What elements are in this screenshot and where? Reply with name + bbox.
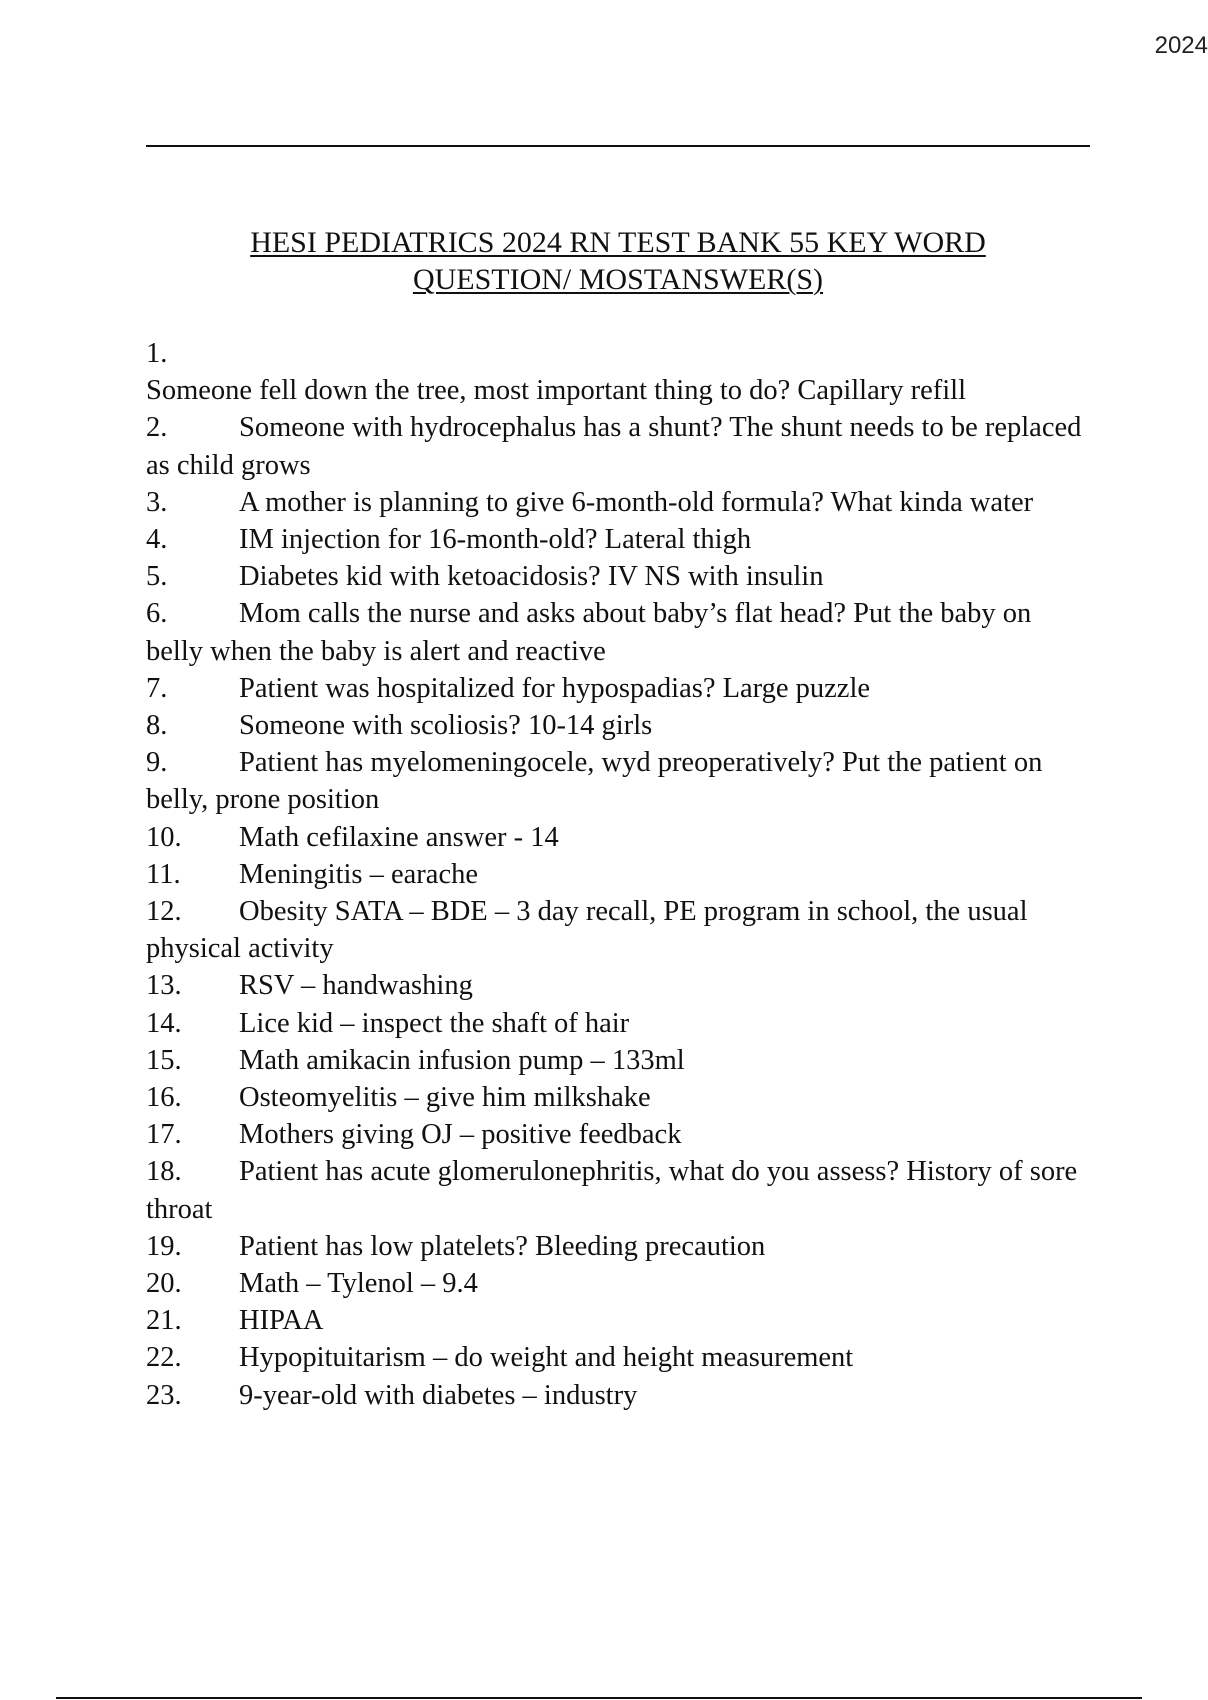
question-item [146,856,1090,893]
question-item [146,409,1090,483]
question-text: Hypopituitarism – do weight and height measurement [239,1342,854,1374]
question-text: Obesity SATA – BDE – 3 day recall, PE program in school, the usual physical activity [146,896,1028,965]
question-number: 13. [146,970,182,1002]
question-text: RSV – handwashing [239,970,473,1002]
question-number: 23. [146,1379,182,1411]
question-number: 16. [146,1082,182,1114]
header-year: 2024 [1154,32,1208,59]
question-item [146,335,1090,409]
question-item [146,1339,1090,1376]
question-number: 12. [146,896,182,928]
question-item [146,521,1090,558]
question-number: 7. [146,672,168,704]
question-item [146,1116,1090,1153]
question-number: 17. [146,1119,182,1151]
question-number: 3. [146,486,168,518]
question-number: 18. [146,1156,182,1188]
question-item [146,558,1090,595]
question-text: Mothers giving OJ – positive feedback [239,1119,682,1151]
question-item [146,707,1090,744]
question-number: 14. [146,1007,182,1039]
question-item [146,967,1090,1004]
question-text: Mom calls the nurse and asks about baby’s flat head? Put the baby on belly when the baby is alert and reactive [146,598,1032,667]
question-text: Someone with scoliosis? 10-14 girls [239,710,653,742]
question-number: 19. [146,1230,182,1262]
question-number: 4. [146,524,168,556]
question-item [146,1377,1090,1414]
question-text: Lice kid – inspect the shaft of hair [239,1007,630,1039]
question-number: 10. [146,821,182,853]
question-item [146,1265,1090,1302]
question-item [146,1005,1090,1042]
bottom-divider [56,1697,1142,1699]
question-text: 9-year-old with diabetes – industry [239,1379,638,1411]
question-text: Patient has acute glomerulonephritis, what do you assess? History of sore throat [146,1156,1078,1225]
question-text: Math – Tylenol – 9.4 [239,1268,478,1300]
title-line-1: HESI PEDIATRICS 2024 RN TEST BANK 55 KEY WORD [250,226,986,259]
question-text: Diabetes kid with ketoacidosis? IV NS with insulin [239,561,824,593]
question-text: HIPAA [239,1305,324,1337]
question-item [146,1302,1090,1339]
question-text: Patient has myelomeningocele, wyd preoperatively? Put the patient on belly, prone position [146,747,1043,816]
question-number: 11. [146,858,181,890]
question-text: Patient was hospitalized for hypospadias? Large puzzle [239,672,871,704]
question-text: A mother is planning to give 6-month-old formula? What kinda water [239,486,1034,518]
question-number: 6. [146,598,168,630]
question-item [146,893,1090,967]
question-text: Math amikacin infusion pump – 133ml [239,1044,685,1076]
question-number: 21. [146,1305,182,1337]
question-number: 22. [146,1342,182,1374]
question-item [146,484,1090,521]
question-text: Math cefilaxine answer - 14 [239,821,559,853]
question-number: 2. [146,412,168,444]
question-item [146,1042,1090,1079]
question-text: Osteomyelitis – give him milkshake [239,1082,651,1114]
question-item [146,1153,1090,1227]
question-text: Someone fell down the tree, most important thing to do? Capillary refill [146,375,966,407]
question-number: 5. [146,561,168,593]
question-item [146,1228,1090,1265]
question-number: 20. [146,1268,182,1300]
question-item [146,819,1090,856]
question-number: 9. [146,747,168,779]
question-item [146,744,1090,818]
question-text: Patient has low platelets? Bleeding precaution [239,1230,766,1262]
document-title [146,224,1090,298]
top-divider [146,145,1090,147]
question-number: 1. [146,338,168,369]
title-line-2: QUESTION/ MOSTANSWER(S) [412,263,824,296]
question-item [146,595,1090,669]
question-text: Someone with hydrocephalus has a shunt? The shunt needs to be replaced as child grows [146,412,1082,481]
question-item [146,670,1090,707]
question-text: Meningitis – earache [239,858,478,890]
question-number: 15. [146,1044,182,1076]
question-number: 8. [146,710,168,742]
question-list [146,335,1090,1414]
question-text: IM injection for 16-month-old? Lateral thigh [239,524,752,556]
question-item [146,1079,1090,1116]
